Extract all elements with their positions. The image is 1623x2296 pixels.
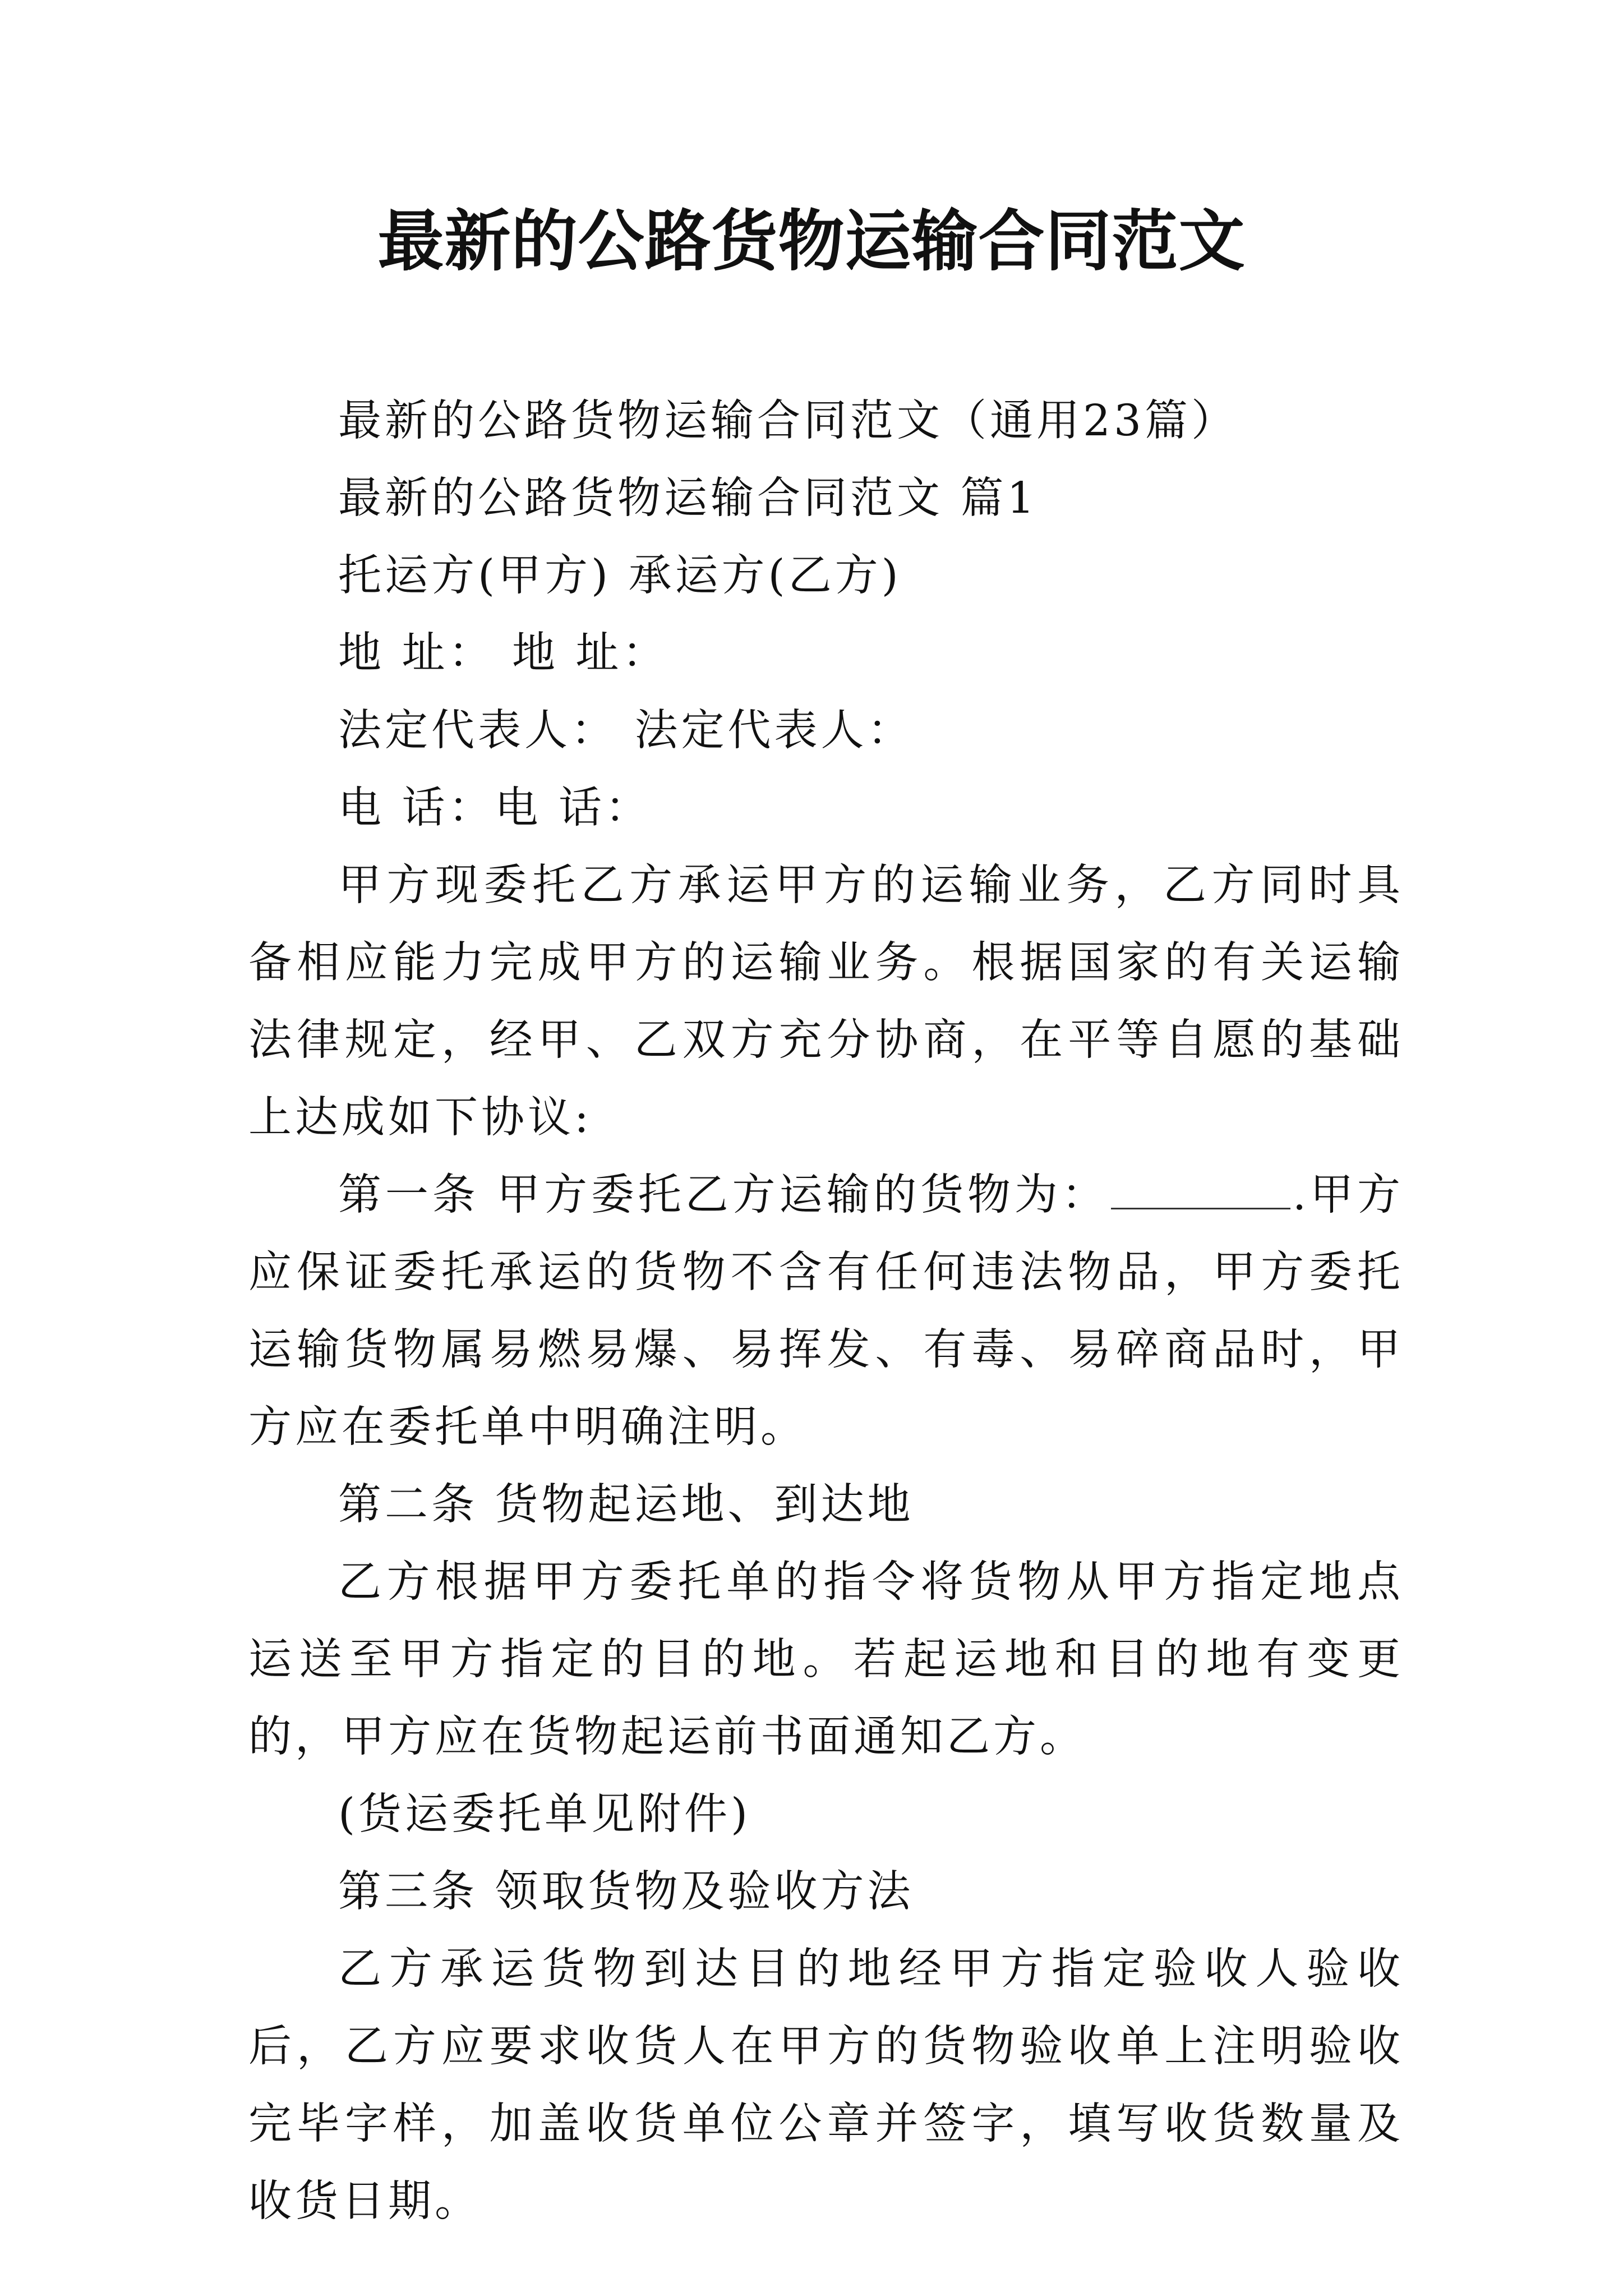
document-subtitle: 最新的公路货物运输合同范文（通用23篇） [338,396,1238,446]
document-body [248,383,1404,2240]
clause-2-heading: 第二条 货物起运地、到达地 [338,1480,914,1530]
clause-3-paragraph: 乙方承运货物到达目的地经甲方指定验收人验收后，乙方应要求收货人在甲方的货物验收单上注明验收完毕字样，加盖收货单位公章并签字，填写收货数量及收货日期。 [248,1944,1404,2226]
goods-blank-line [1111,1174,1290,1209]
address-line: 地 址： 地 址： [338,628,669,678]
legal-rep-line: 法定代表人： 法定代表人： [338,706,914,756]
clause-3-heading: 第三条 领取货物及验收方法 [338,1867,914,1917]
intro-paragraph: 甲方现委托乙方承运甲方的运输业务，乙方同时具备相应能力完成甲方的运输业务。根据国家的有关运输法律规定，经甲、乙双方充分协商，在平等自愿的基础上达成如下协议: [248,861,1404,1143]
clause-1-prefix: 第一条 甲方委托乙方运输的货物为： [338,1170,1109,1220]
attachment-note: (货运委托单见附件) [338,1789,751,1839]
article-heading: 最新的公路货物运输合同范文 篇1 [338,473,1038,523]
clause-2-paragraph: 乙方根据甲方委托单的指令将货物从甲方指定地点运送至甲方指定的目的地。若起运地和目的地有变更的，甲方应在货物起运前书面通知乙方。 [248,1557,1404,1762]
document-title: 最新的公路货物运输合同范文 [377,202,1246,280]
parties-line: 托运方(甲方) 承运方(乙方) [338,551,902,601]
phone-line: 电 话：电 话： [338,783,652,833]
clause-1-suffix: .甲方应保证委托承运的货物不含有任何违法物品，甲方委托运输货物属易燃易爆、易挥发、有毒、易碎商品时，甲方应在委托单中明确注明。 [248,1170,1404,1452]
clause-1-paragraph [248,1157,1404,1466]
